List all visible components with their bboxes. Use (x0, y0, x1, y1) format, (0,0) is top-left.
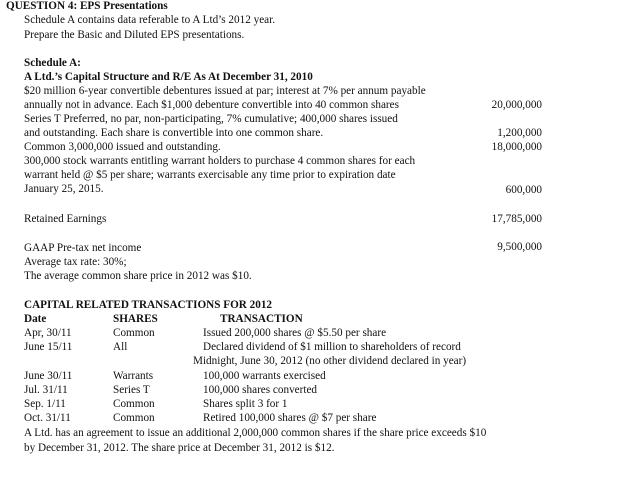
question-line-2: Prepare the Basic and Diluted EPS presentations. (24, 29, 245, 41)
row-shares: Series T (113, 384, 150, 396)
debenture-text-2: annually not in advance. Each $1,000 debenture convertible into 40 common shares (24, 99, 399, 111)
preferred-text-2: and outstanding. Each share is convertible into one common share. (24, 127, 324, 139)
retained-earnings-label: Retained Earnings (24, 213, 107, 225)
tax-rate: Average tax rate: 30%; (24, 256, 127, 268)
row-transaction: 100,000 warrants exercised (203, 370, 326, 382)
row-date: Sep. 1/11 (24, 398, 66, 410)
warrants-text-2: warrant held @ $5 per share; warrants exercisable any time prior to expiration date (24, 169, 396, 181)
row-shares: Common (113, 398, 155, 410)
row-transaction-continued: Midnight, June 30, 2012 (no other dividend declared in year) (193, 355, 467, 367)
row-transaction: Retired 100,000 shares @ $7 per share (203, 412, 377, 424)
row-shares: All (113, 341, 128, 353)
row-date: Oct. 31/11 (24, 412, 71, 424)
column-shares: SHARES (113, 313, 158, 325)
footer-line-1: A Ltd. has an agreement to issue an additional 2,000,000 common shares if the share price exceeds $10 (24, 427, 487, 439)
average-price: The average common share price in 2012 was $10. (24, 270, 252, 282)
row-date: June 15/11 (24, 341, 73, 353)
row-transaction: Issued 200,000 shares @ $5.50 per share (203, 327, 387, 339)
row-shares: Common (113, 412, 155, 424)
debenture-value: 20,000,000 (491, 99, 542, 111)
question-line-1: Schedule A contains data referable to A Ltd’s 2012 year. (24, 14, 276, 26)
gaap-income-label: GAAP Pre-tax net income (24, 242, 142, 254)
row-transaction: Shares split 3 for 1 (203, 398, 288, 410)
warrants-text-1: 300,000 stock warrants entitling warrant holders to purchase 4 common shares for each (24, 155, 416, 167)
warrants-text-3: January 25, 2015. (24, 183, 104, 195)
footer-line-2: by December 31, 2012. The share price at December 31, 2012 is $12. (24, 442, 335, 454)
common-text: Common 3,000,000 issued and outstanding. (24, 141, 221, 153)
row-date: June 30/11 (24, 370, 73, 382)
debenture-text-1: $20 million 6-year convertible debentures issued at par; interest at 7% per annum payable (24, 85, 426, 97)
schedule-subheading: A Ltd.’s Capital Structure and R/E As At December 31, 2010 (24, 71, 313, 83)
transactions-heading: CAPITAL RELATED TRANSACTIONS FOR 2012 (24, 299, 273, 311)
row-shares: Common (113, 327, 155, 339)
gaap-income-value: 9,500,000 (497, 241, 542, 253)
row-date: Jul. 31/11 (24, 384, 68, 396)
warrants-value: 600,000 (505, 184, 542, 196)
row-transaction: 100,000 shares converted (203, 384, 318, 396)
schedule-heading: Schedule A: (24, 57, 81, 69)
row-shares: Warrants (113, 370, 154, 382)
column-transaction: TRANSACTION (220, 313, 303, 325)
row-date: Apr, 30/11 (24, 327, 72, 339)
retained-earnings-value: 17,785,000 (491, 213, 542, 225)
question-title: QUESTION 4: EPS Presentations (6, 0, 168, 12)
preferred-text-1: Series T Preferred, no par, non-participating, 7% cumulative; 400,000 shares issued (24, 113, 398, 125)
row-transaction: Declared dividend of $1 million to shareholders of record (203, 341, 461, 353)
preferred-value: 1,200,000 (497, 127, 542, 139)
common-value: 18,000,000 (491, 141, 542, 153)
column-date: Date (24, 313, 47, 325)
